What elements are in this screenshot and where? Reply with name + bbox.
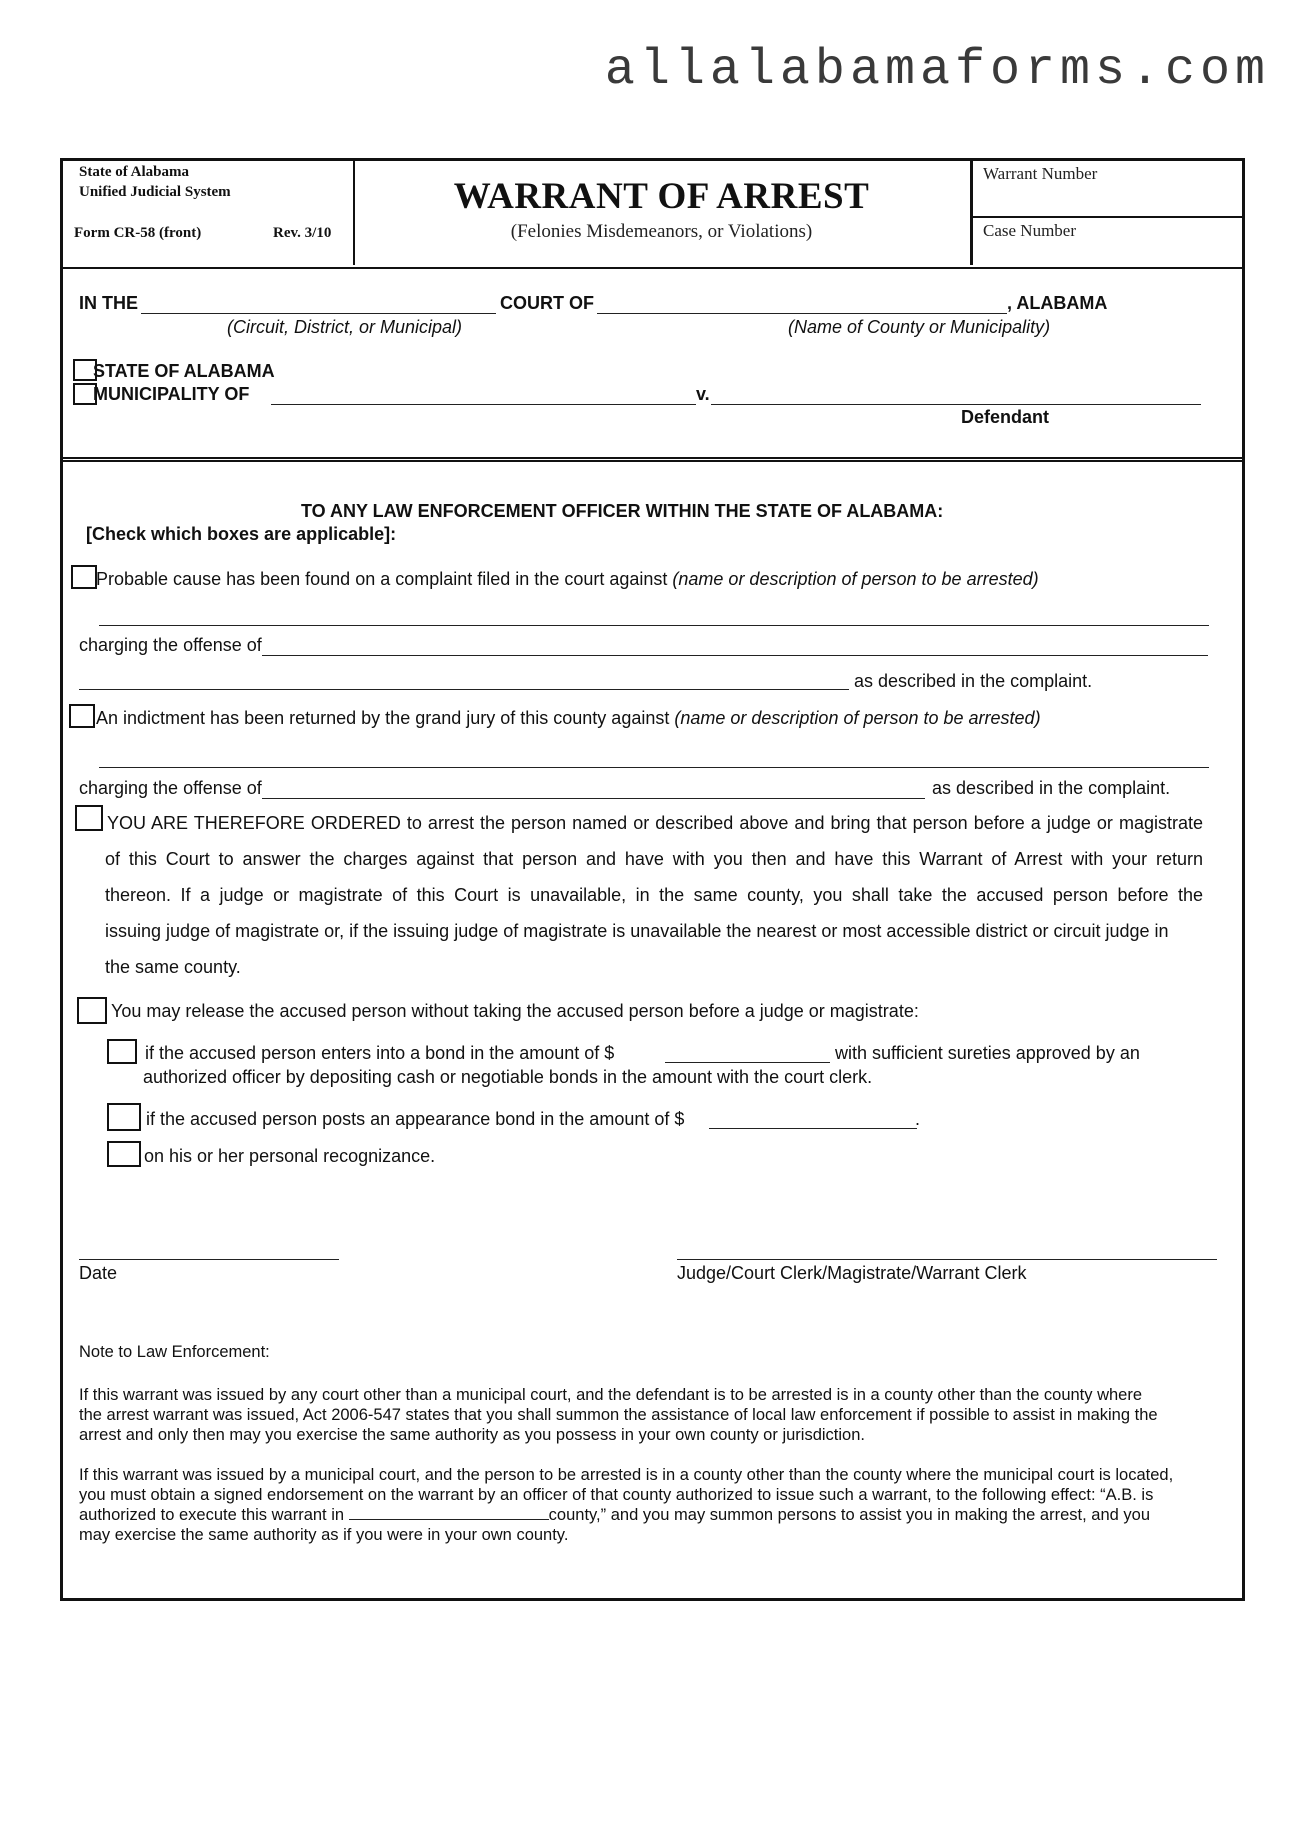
form-subtitle: (Felonies Misdemeanors, or Violations) — [510, 221, 813, 242]
form-title: WARRANT OF ARREST — [453, 176, 870, 217]
note-para1-line2: the arrest warrant was issued, Act 2006-547 states that you shall summon the assistance of local law enforcement if possible to assist in making the — [79, 1406, 1158, 1424]
system-label: Unified Judicial System — [79, 184, 231, 200]
bond-text-a: if the accused person enters into a bond in the amount of $ — [145, 1043, 615, 1063]
ordered-line-4: issuing judge of magistrate or, if the issuing judge of magistrate is unavailable the nearest or most accessible district or circuit judge in — [105, 921, 1169, 941]
appearance-bond-period: . — [915, 1109, 921, 1129]
ordered-checkbox[interactable] — [75, 805, 103, 831]
appearance-bond-text: if the accused person posts an appearance bond in the amount of $ — [146, 1109, 685, 1129]
defendant-label: Defendant — [961, 407, 1050, 427]
charging-label-2: charging the offense of — [79, 778, 262, 798]
form-header — [63, 161, 1242, 269]
bond-text-b: with sufficient sureties approved by an — [835, 1043, 1140, 1063]
versus-label: v. — [696, 384, 710, 404]
note-para2-line3 — [79, 1505, 1259, 1525]
in-the-label: IN THE — [79, 293, 139, 313]
ordered-line-5: the same county. — [105, 957, 241, 977]
bond-checkbox[interactable] — [107, 1039, 137, 1064]
bond-amount-field[interactable] — [665, 1062, 830, 1063]
as-described-2: as described in the complaint. — [932, 778, 1171, 798]
probable-cause-hint: (name or description of person to be arrested) — [672, 569, 1039, 589]
indictment-text — [96, 708, 1041, 729]
indictment-label: An indictment has been returned by the grand jury of this county against — [96, 708, 670, 728]
county-hint: (Name of County or Municipality) — [788, 317, 1051, 337]
ordered-line-3: thereon. If a judge or magistrate of this Court is unavailable, in the same county, you shall take the accused person before the — [105, 885, 1203, 905]
case-number-label: Case Number — [983, 221, 1077, 240]
signer-label: Judge/Court Clerk/Magistrate/Warrant Clerk — [677, 1263, 1027, 1283]
header-number-block — [973, 161, 1242, 265]
bond-text-line2: authorized officer by depositing cash or negotiable bonds in the amount with the court clerk. — [143, 1067, 873, 1087]
probable-cause-text — [96, 569, 1039, 590]
probable-cause-person-field[interactable] — [99, 625, 1209, 626]
probable-cause-checkbox[interactable] — [71, 565, 97, 589]
warrant-number-label: Warrant Number — [983, 164, 1098, 183]
court-of-label: COURT OF — [500, 293, 594, 313]
recognizance-checkbox[interactable] — [107, 1141, 141, 1167]
warrant-form — [60, 158, 1245, 1601]
date-label: Date — [79, 1263, 118, 1283]
note-para2-line1: If this warrant was issued by a municipal court, and the person to be arrested is in a county other than the county where the municipal court is located, — [79, 1466, 1174, 1484]
header-agency-block — [63, 161, 355, 265]
note-para1-line3: arrest and only then may you exercise the same authority as you possess in your own county or jurisdiction. — [79, 1426, 865, 1444]
offense-field-2[interactable] — [262, 798, 925, 799]
county-field[interactable] — [597, 313, 1007, 314]
warrant-number-field[interactable] — [973, 161, 1242, 218]
court-type-hint: (Circuit, District, or Municipal) — [227, 317, 463, 337]
defendant-field[interactable] — [711, 404, 1201, 405]
note-para1-line1: If this warrant was issued by any court other than a municipal court, and the defendant is to be arrested is in a county other than the county where — [79, 1386, 1143, 1404]
court-type-field[interactable] — [141, 313, 496, 314]
officer-heading: TO ANY LAW ENFORCEMENT OFFICER WITHIN THE STATE OF ALABAMA: — [301, 501, 944, 521]
note-title: Note to Law Enforcement: — [79, 1343, 270, 1361]
check-instruction: [Check which boxes are applicable]: — [86, 524, 397, 544]
charging-label-1: charging the offense of — [79, 635, 262, 655]
alabama-label: , ALABAMA — [1007, 293, 1108, 313]
ordered-line-2: of this Court to answer the charges against that person and have with you then and have this Warrant of Arrest with your return — [105, 849, 1203, 869]
state-of-alabama-label: STATE OF ALABAMA — [93, 361, 275, 381]
signature-field[interactable] — [677, 1259, 1217, 1260]
case-number-field[interactable] — [973, 218, 1242, 265]
municipality-field[interactable] — [271, 404, 696, 405]
municipality-label: MUNICIPALITY OF — [93, 384, 250, 404]
header-title-block — [353, 161, 973, 265]
release-checkbox[interactable] — [77, 997, 107, 1024]
indictment-hint: (name or description of person to be arrested) — [674, 708, 1041, 728]
probable-cause-label: Probable cause has been found on a complaint filed in the court against — [96, 569, 668, 589]
endorsement-county-field[interactable] — [349, 1505, 549, 1520]
date-field[interactable] — [79, 1259, 339, 1260]
note-para2-line3-a: authorized to execute this warrant in — [79, 1506, 345, 1524]
note-para2-line4: may exercise the same authority as if you were in your own county. — [79, 1526, 569, 1544]
note-para2-line3-b: county,” and you may summon persons to assist you in making the arrest, and you — [548, 1506, 1150, 1524]
state-label: State of Alabama — [79, 164, 189, 180]
release-text: You may release the accused person without taking the accused person before a judge or magistrate: — [111, 1001, 919, 1021]
indictment-person-field[interactable] — [99, 767, 1209, 768]
recognizance-text: on his or her personal recognizance. — [144, 1146, 436, 1166]
as-described-1: as described in the complaint. — [854, 671, 1093, 691]
offense-field-1[interactable] — [262, 655, 1208, 656]
indictment-checkbox[interactable] — [69, 704, 95, 728]
appearance-bond-checkbox[interactable] — [107, 1103, 141, 1131]
form-revision: Rev. 3/10 — [273, 225, 332, 241]
note-para2-line2: you must obtain a signed endorsement on the warrant by an officer of that county authorized to issue such a warrant, to the following effect: “A.B. is — [79, 1486, 1154, 1504]
court-section — [63, 267, 1242, 462]
ordered-line-1: YOU ARE THEREFORE ORDERED to arrest the person named or described above and bring that person before a judge or magistrate — [107, 813, 1203, 833]
watermark: allalabamaforms.com — [604, 42, 1270, 99]
form-id: Form CR-58 (front) — [74, 225, 202, 241]
offense-field-1b[interactable] — [79, 689, 849, 690]
appearance-bond-amount-field[interactable] — [709, 1128, 917, 1129]
